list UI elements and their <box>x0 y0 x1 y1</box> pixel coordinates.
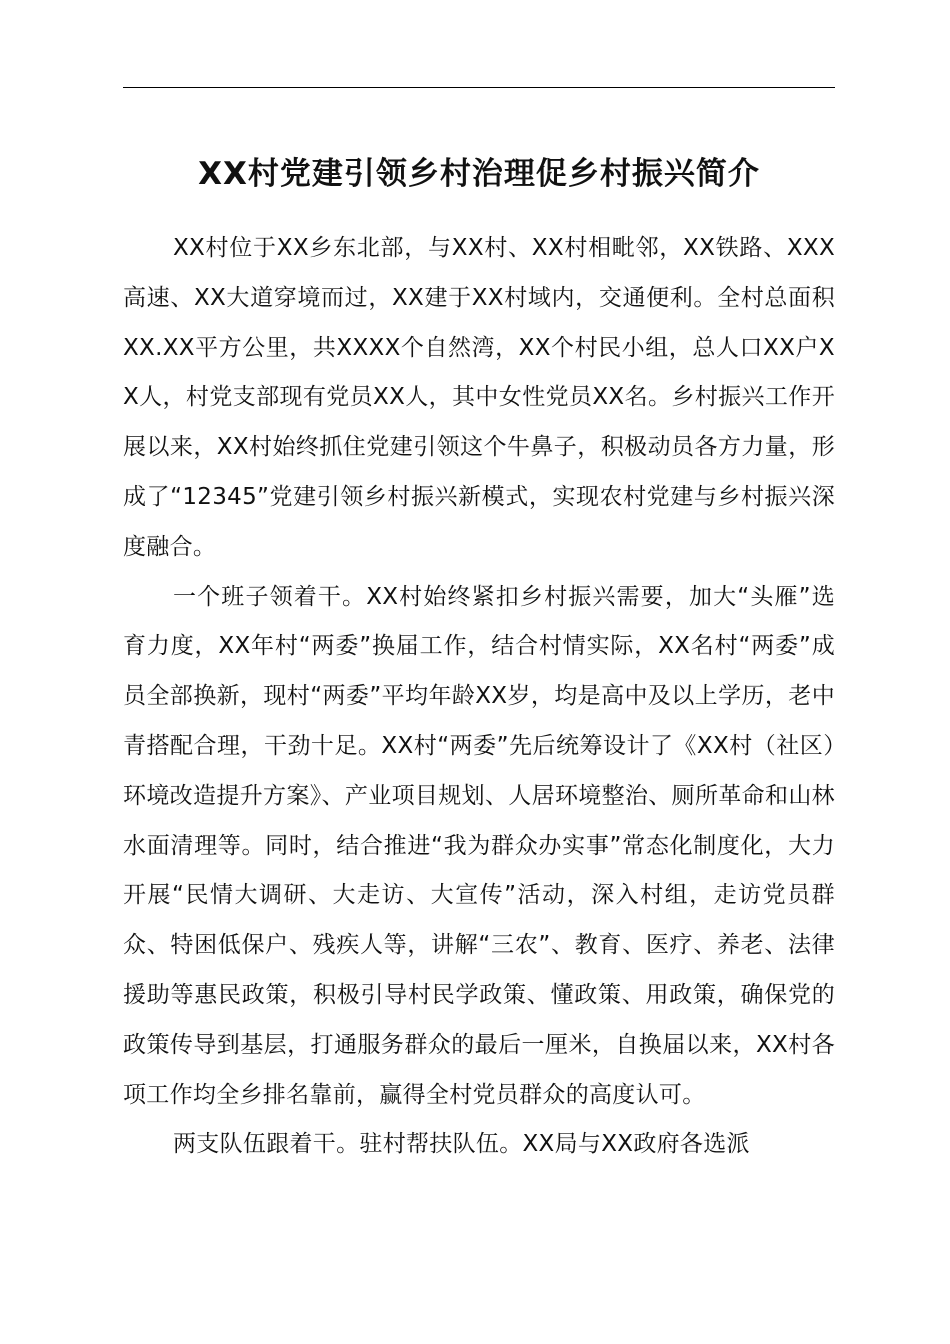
document-title: XX村党建引领乡村治理促乡村振兴简介 <box>198 156 760 192</box>
paragraph-two-teams: 两支队伍跟着干。驻村帮扶队伍。XX局与XX政府各选派 <box>173 1131 750 1158</box>
document-body <box>123 224 835 1170</box>
paragraph-one-team: 一个班子领着干。XX村始终紧扣乡村振兴需要，加大“头雁”选育力度，XX年村“两委”换届工作，结合村情实际，XX名村“两委”成员全部换新，现村“两委”平均年龄XX岁，均是高中及以上学历，老中青搭配合理，干劲十足。XX村“两委”先后统筹设计了《XX村（社区）环境改造提升方案》、产业项目规划、人居环境整治、厕所革命和山林水面清理等。同时，结合推进“我为群众办实事”常态化制度化，大力开展“民情大调研、大走访、大宣传”活动，深入村组，走访党员群众、特困低保户、残疾人等，讲解“三农”、教育、医疗、养老、法律援助等惠民政策，积极引导村民学政策、懂政策、用政策，确保党的政策传导到基层，打通服务群众的最后一厘米，自换届以来，XX村各项工作均全乡排名靠前，赢得全村党员群众的高度认可。 <box>123 583 835 1108</box>
header-rule <box>123 87 835 88</box>
paragraph-intro: XX村位于XX乡东北部，与XX村、XX村相毗邻，XX铁路、XXX高速、XX大道穿境而过，XX建于XX村域内，交通便利。全村总面积XX.XX平方公里，共XXXX个自然湾，XX个村民小组，总人口XX户XX人，村党支部现有党员XX人，其中女性党员XX名。乡村振兴工作开展以来，XX村始终抓住党建引领这个牛鼻子，积极动员各方力量，形成了“12345”党建引领乡村振兴新模式，实现农村党建与乡村振兴深度融合。 <box>123 235 835 560</box>
